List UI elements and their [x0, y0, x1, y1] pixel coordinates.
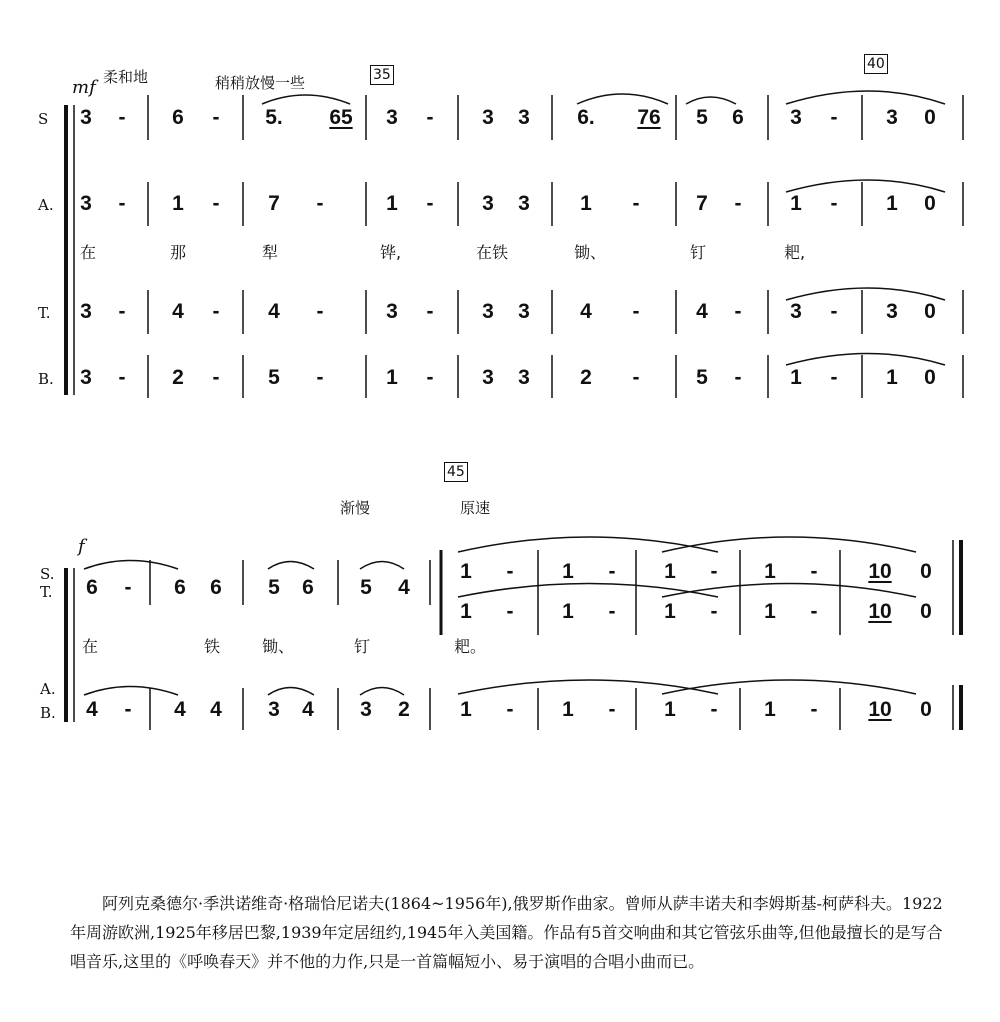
note: -	[124, 576, 132, 599]
lyric: 锄、	[262, 637, 295, 656]
note: 65	[329, 106, 353, 129]
note: 0	[924, 300, 936, 323]
note: -	[212, 192, 220, 215]
note: 6	[174, 576, 186, 599]
note: 1	[664, 698, 676, 721]
note: 3	[518, 300, 530, 323]
note: 3	[80, 192, 92, 215]
note: 6	[732, 106, 744, 129]
note: 3	[360, 698, 372, 721]
note: -	[830, 192, 838, 215]
composer-footnote: 阿列克桑德尔·季洪诺维奇·格瑞恰尼诺夫(1864~1956年),俄罗斯作曲家。曾师从萨丰诺夫和李姆斯基-柯萨科夫。1922年周游欧洲,1925年移居巴黎,1939年定居纽约,1945年入美国籍。作品有5首交响曲和其它管弦乐曲等,但他最擅长的是写合唱音乐,这里的《呼唤春天》并不他的力作,只是一首篇幅短小、易于演唱的合唱小曲而已。	[70, 894, 943, 971]
note: 4	[174, 698, 186, 721]
note: 4	[86, 698, 98, 721]
note: -	[316, 192, 324, 215]
note: -	[426, 106, 434, 129]
expression-mark: 原速	[460, 499, 491, 517]
note: 10	[868, 560, 892, 583]
note: 4	[580, 300, 592, 323]
note: 3	[80, 106, 92, 129]
note: 2	[172, 366, 184, 389]
note: 3	[482, 366, 494, 389]
note: -	[426, 366, 434, 389]
note: -	[316, 366, 324, 389]
note: -	[710, 600, 718, 623]
lyric: 犁	[262, 243, 279, 262]
voice-label: B.	[38, 370, 54, 388]
note: 1	[764, 698, 776, 721]
note: 4	[210, 698, 222, 721]
note: 0	[924, 192, 936, 215]
note: 1	[886, 192, 898, 215]
note: 3	[482, 300, 494, 323]
note: 5	[696, 366, 708, 389]
note: 1	[580, 192, 592, 215]
note: 3	[518, 106, 530, 129]
note: 1	[386, 192, 398, 215]
voice-label: S	[38, 110, 49, 128]
note: 2	[580, 366, 592, 389]
note: 1	[562, 600, 574, 623]
note: -	[734, 300, 742, 323]
note: -	[118, 300, 126, 323]
note: 3	[386, 300, 398, 323]
voice-label: A.	[38, 196, 54, 214]
note: 3	[790, 106, 802, 129]
note: 1	[764, 560, 776, 583]
lyric: 那	[170, 243, 187, 262]
note: 1	[764, 600, 776, 623]
note: -	[506, 600, 514, 623]
note: -	[810, 698, 818, 721]
voice-label: S.	[40, 565, 55, 583]
note: 1	[562, 560, 574, 583]
note: -	[632, 300, 640, 323]
lyric: 铧,	[380, 243, 402, 262]
note: -	[426, 300, 434, 323]
note: -	[212, 300, 220, 323]
note: 5	[696, 106, 708, 129]
measure-number: 45	[444, 462, 468, 482]
note: 0	[924, 366, 936, 389]
note: 10	[868, 600, 892, 623]
note: -	[710, 698, 718, 721]
note: 4	[268, 300, 280, 323]
lyric: 耙,	[784, 243, 806, 262]
note: 3	[482, 106, 494, 129]
note: 6	[172, 106, 184, 129]
note: 0	[920, 560, 932, 583]
expression-mark: 柔和地	[103, 68, 149, 86]
lyric: 钉	[690, 243, 707, 262]
lyric: 在	[80, 243, 97, 262]
note: -	[118, 192, 126, 215]
note: 3	[518, 366, 530, 389]
note: 4	[172, 300, 184, 323]
dynamic-marking: f	[78, 536, 85, 557]
note: -	[426, 192, 434, 215]
note: 1	[790, 192, 802, 215]
voice-label: T.	[38, 304, 51, 322]
note: 6	[86, 576, 98, 599]
note: 1	[664, 560, 676, 583]
note: 4	[302, 698, 314, 721]
measure-number: 40	[864, 54, 888, 74]
note: -	[124, 698, 132, 721]
note: 1	[664, 600, 676, 623]
note: 5.	[265, 106, 283, 129]
note: -	[830, 106, 838, 129]
note: -	[810, 560, 818, 583]
lyric: 在	[82, 637, 99, 656]
note: 4	[398, 576, 410, 599]
note: -	[212, 366, 220, 389]
note: 6	[210, 576, 222, 599]
note: 3	[790, 300, 802, 323]
note: 1	[460, 560, 472, 583]
note: 3	[268, 698, 280, 721]
lyric: 在铁	[476, 243, 509, 262]
note: -	[608, 698, 616, 721]
note: 3	[386, 106, 398, 129]
note: 1	[460, 600, 472, 623]
note: -	[118, 366, 126, 389]
dynamic-marking: mf	[72, 77, 96, 98]
note: 6.	[577, 106, 595, 129]
note: -	[118, 106, 126, 129]
note: 6	[302, 576, 314, 599]
voice-label: B.	[40, 704, 56, 722]
lyric: 锄、	[574, 243, 607, 262]
note: -	[810, 600, 818, 623]
note: 5	[268, 576, 280, 599]
note: 1	[790, 366, 802, 389]
note: -	[734, 366, 742, 389]
lyric: 铁	[204, 637, 221, 656]
note: -	[632, 192, 640, 215]
note: -	[506, 698, 514, 721]
note: -	[632, 366, 640, 389]
voice-label: A.	[40, 680, 56, 698]
note: 3	[886, 300, 898, 323]
lyric: 耙。	[454, 637, 487, 656]
note: 5	[268, 366, 280, 389]
note: 3	[518, 192, 530, 215]
note: 1	[562, 698, 574, 721]
note: 0	[920, 600, 932, 623]
expression-mark: 渐慢	[340, 499, 371, 517]
note: 7	[268, 192, 280, 215]
lyric: 钉	[354, 637, 371, 656]
note: -	[830, 366, 838, 389]
note: 1	[172, 192, 184, 215]
voice-label: T.	[40, 583, 53, 601]
note: 3	[482, 192, 494, 215]
note: -	[506, 560, 514, 583]
note: 3	[80, 366, 92, 389]
note: 1	[460, 698, 472, 721]
note: 3	[80, 300, 92, 323]
note: -	[212, 106, 220, 129]
note: -	[830, 300, 838, 323]
note: 5	[360, 576, 372, 599]
expression-mark: 稍稍放慢一些	[215, 74, 306, 92]
note: -	[734, 192, 742, 215]
measure-number: 35	[370, 65, 394, 85]
note: -	[316, 300, 324, 323]
note: 7	[696, 192, 708, 215]
note: 2	[398, 698, 410, 721]
note: -	[710, 560, 718, 583]
note: 4	[696, 300, 708, 323]
note: 0	[920, 698, 932, 721]
note: 1	[386, 366, 398, 389]
note: 10	[868, 698, 892, 721]
note: -	[608, 560, 616, 583]
note: -	[608, 600, 616, 623]
note: 76	[637, 106, 661, 129]
note: 3	[886, 106, 898, 129]
note: 1	[886, 366, 898, 389]
note: 0	[924, 106, 936, 129]
